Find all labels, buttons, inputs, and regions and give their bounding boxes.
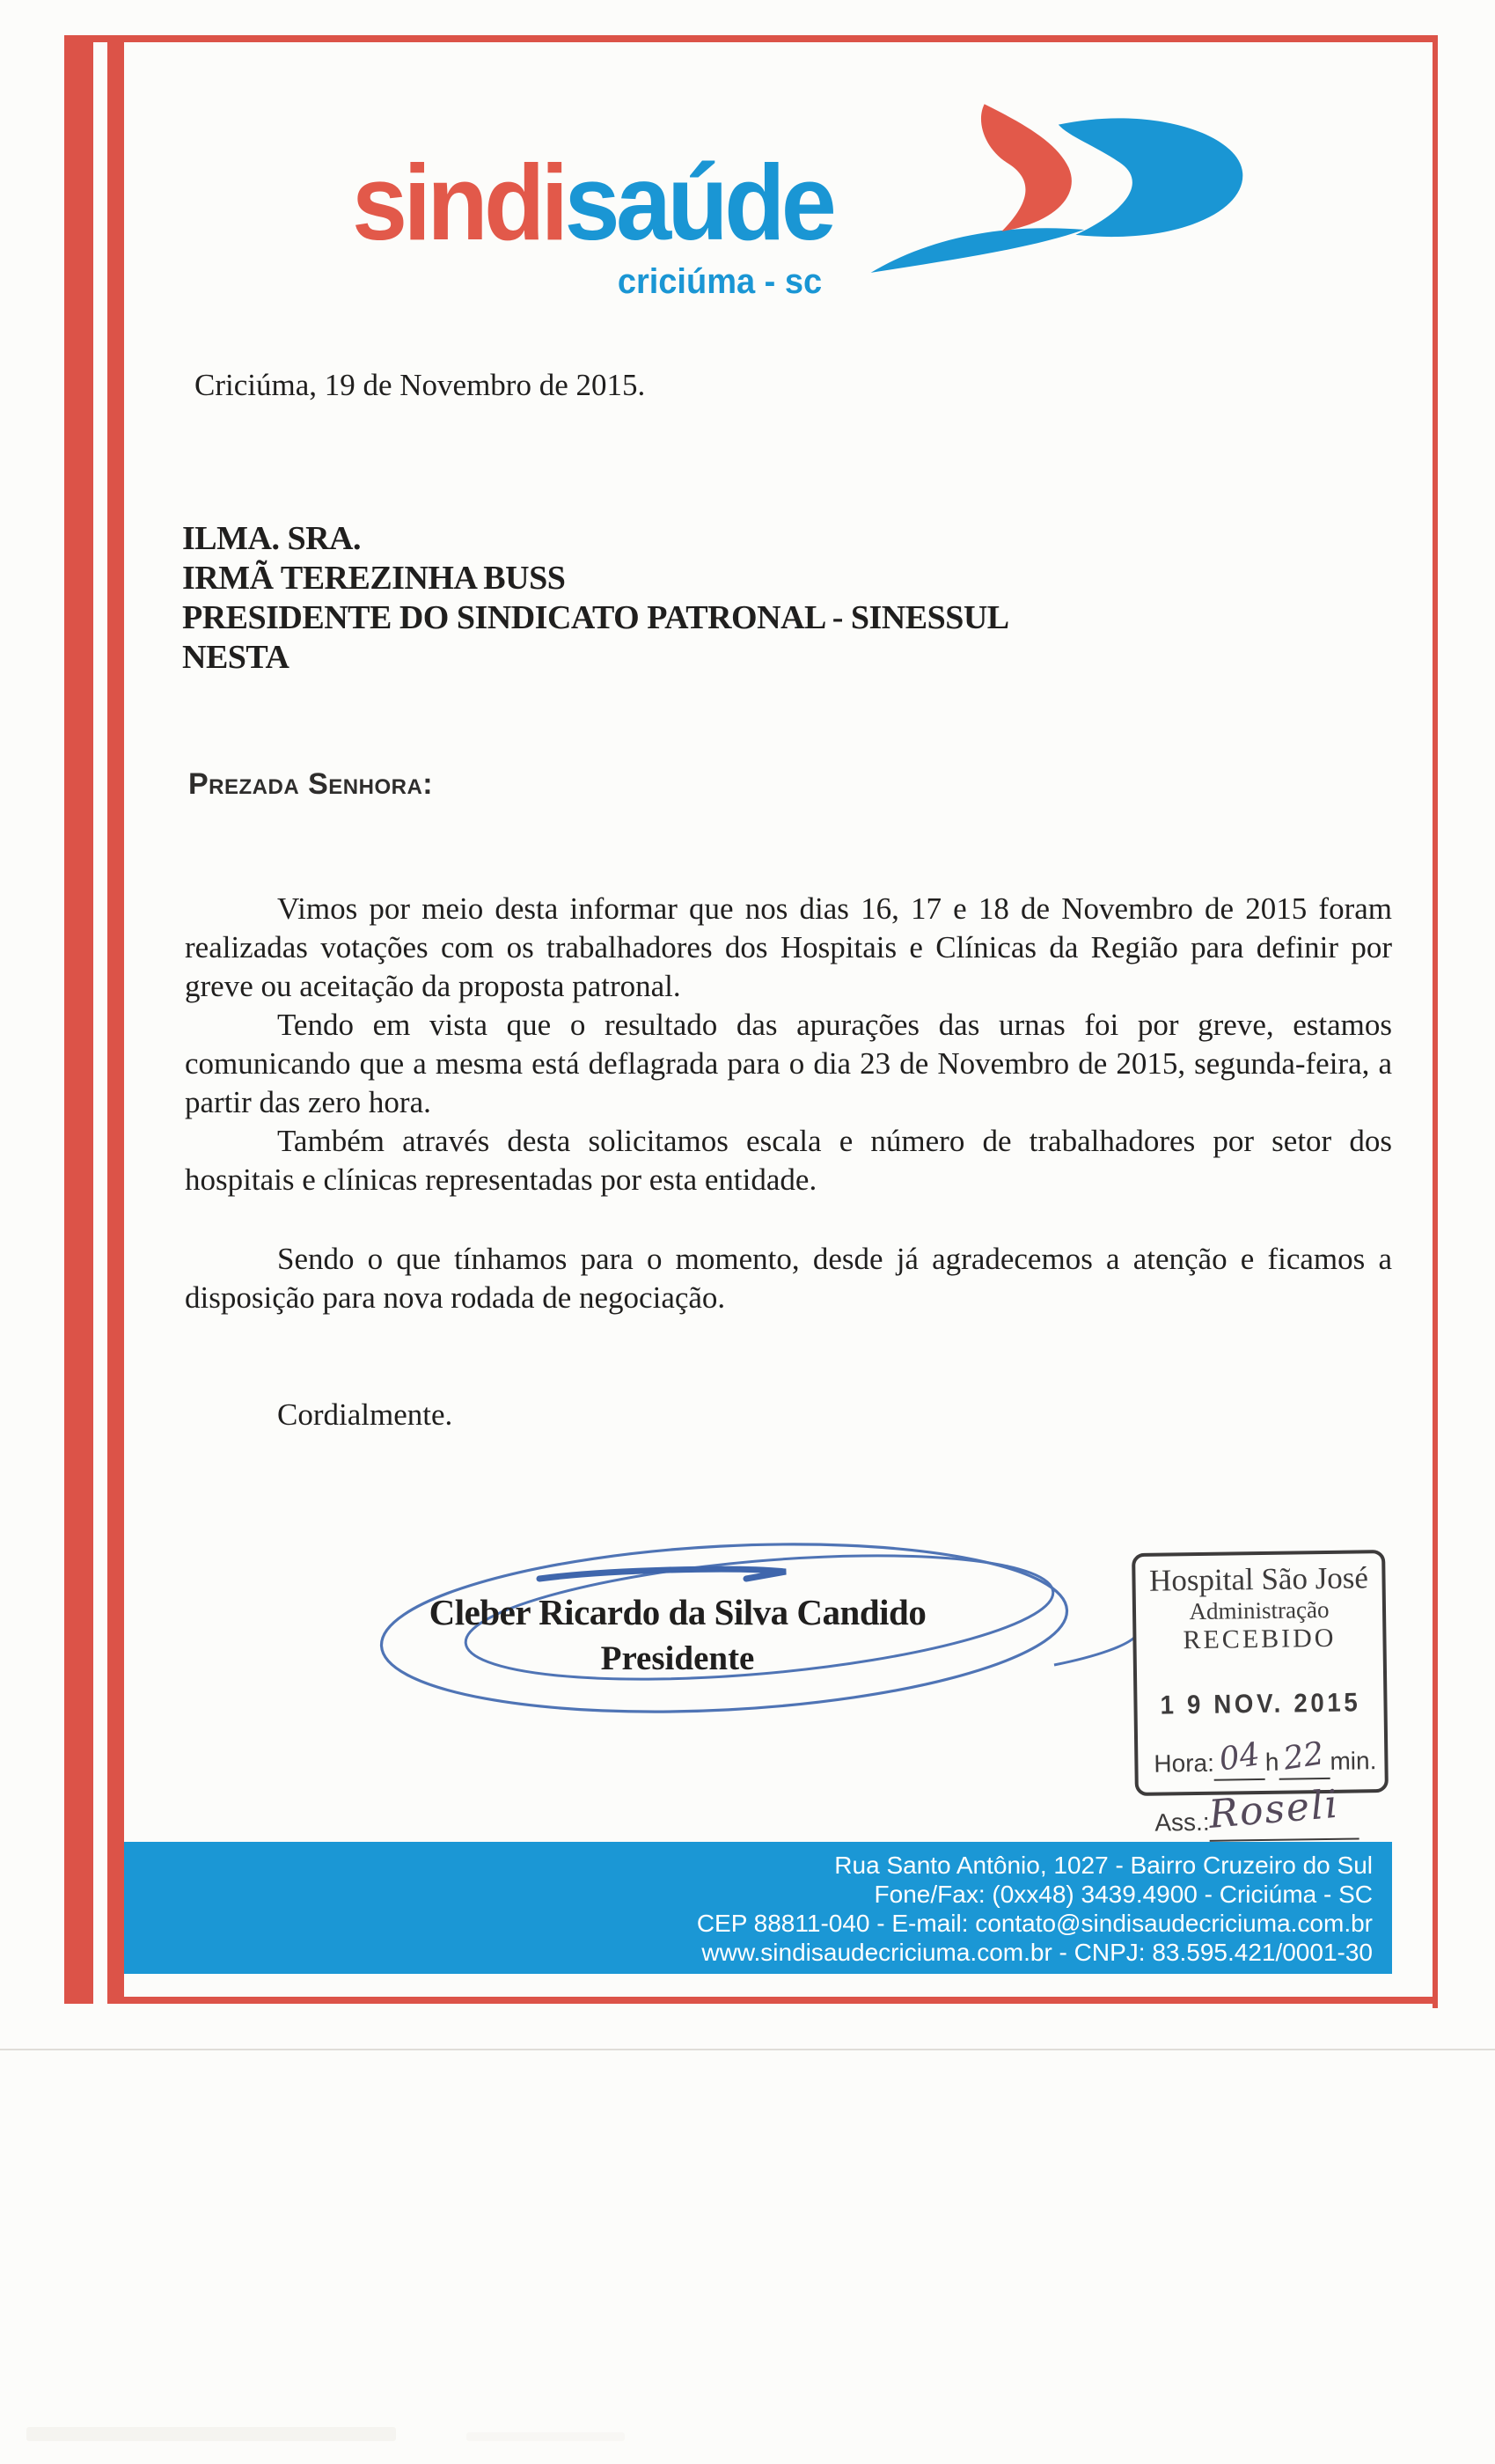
recipient-line: NESTA (182, 639, 289, 676)
paragraph-2: Tendo em vista que o resultado das apurações das urnas foi por greve, estamos comunicando que a mesma está deflagrada para o dia 23 de Novembro de 2015, segunda-feira, a partir das zero hora. (185, 1008, 1392, 1119)
stamp-date: 1 9 NOV. 2015 (1160, 1688, 1361, 1720)
logo-wordmark (352, 141, 832, 264)
recipient-block (182, 519, 1009, 678)
ass-label: Ass.: (1154, 1808, 1210, 1837)
salutation: Prezada Senhora: (188, 767, 434, 801)
frame-bottom-rule (124, 1997, 1438, 2004)
recipient-line: PRESIDENTE DO SINDICATO PATRONAL - SINESSUL (182, 599, 1009, 636)
scan-smudge (26, 2427, 396, 2441)
min-handwritten-value: 22 (1281, 1735, 1327, 1778)
hora-handwritten-value: 04 (1216, 1736, 1263, 1778)
stamp-hora-line (1154, 1735, 1385, 1782)
recipient-line: ILMA. SRA. (182, 520, 361, 557)
logo-wordmark-part2: saúde (564, 143, 833, 262)
footer-address-line: Rua Santo Antônio, 1027 - Bairro Cruzeiro do Sul (834, 1852, 1373, 1879)
recipient-line: IRMÃ TEREZINHA BUSS (182, 560, 566, 597)
signature-block (378, 1591, 977, 1678)
left-stripe-narrow (107, 35, 124, 2004)
footer-cnpj-line: www.sindisaudecriciuma.com.br - CNPJ: 83.595.421/0001-30 (701, 1939, 1373, 1966)
ass-field (1206, 1781, 1359, 1841)
paragraph-4: Sendo o que tínhamos para o momento, desde já agradecemos a atenção e ficamos a disposição para nova rodada de negociação. (185, 1242, 1392, 1315)
paragraph-3: Também através desta solicitamos escala e número de trabalhadores por setor dos hospitais e clínicas representadas por esta entidade. (185, 1124, 1392, 1197)
closing-line: Cordialmente. (277, 1397, 453, 1432)
logo-wordmark-part1: sindi (352, 143, 565, 262)
sindisaude-logo (352, 106, 1241, 299)
hora-label: Hora: (1154, 1749, 1215, 1778)
scan-smudge (466, 2432, 625, 2441)
scan-page-edge (0, 2049, 1495, 2050)
footer-email-line: CEP 88811-040 - E-mail: contato@sindisaudecriciuma.com.br (696, 1910, 1373, 1937)
hora-field (1214, 1736, 1266, 1781)
footer-address-bar (124, 1842, 1392, 1974)
frame-right-rule (1433, 35, 1438, 2008)
stamp-status: RECEBIDO (1183, 1623, 1337, 1655)
paragraph-1: Vimos por meio desta informar que nos dias 16, 17 e 18 de Novembro de 2015 foram realizadas votações com os trabalhadores dos Hospitais e Clínicas da Região para definir por greve ou aceitação da proposta patronal. (185, 891, 1392, 1003)
swoosh-logo-icon (854, 99, 1249, 283)
left-stripe-wide (64, 35, 93, 2004)
date-line: Criciúma, 19 de Novembro de 2015. (194, 368, 646, 402)
ass-handwritten-signature: Roseli (1206, 1781, 1342, 1837)
stamp-org: Hospital São José (1148, 1560, 1369, 1598)
letter-body (185, 890, 1392, 1317)
received-stamp (1132, 1550, 1389, 1837)
stamp-dept: Administração (1189, 1595, 1330, 1625)
frame-top-rule (64, 35, 1438, 42)
hora-unit: h (1264, 1748, 1279, 1776)
min-field (1279, 1735, 1330, 1780)
footer-phone-line: Fone/Fax: (0xx48) 3439.4900 - Criciúma - SC (874, 1881, 1373, 1908)
signer-title: Presidente (600, 1639, 755, 1677)
stamp-ass-line (1154, 1781, 1386, 1843)
logo-subtitle: criciúma - sc (617, 262, 823, 301)
min-unit: min. (1330, 1747, 1377, 1775)
signer-name: Cleber Ricardo da Silva Candido (429, 1592, 927, 1632)
